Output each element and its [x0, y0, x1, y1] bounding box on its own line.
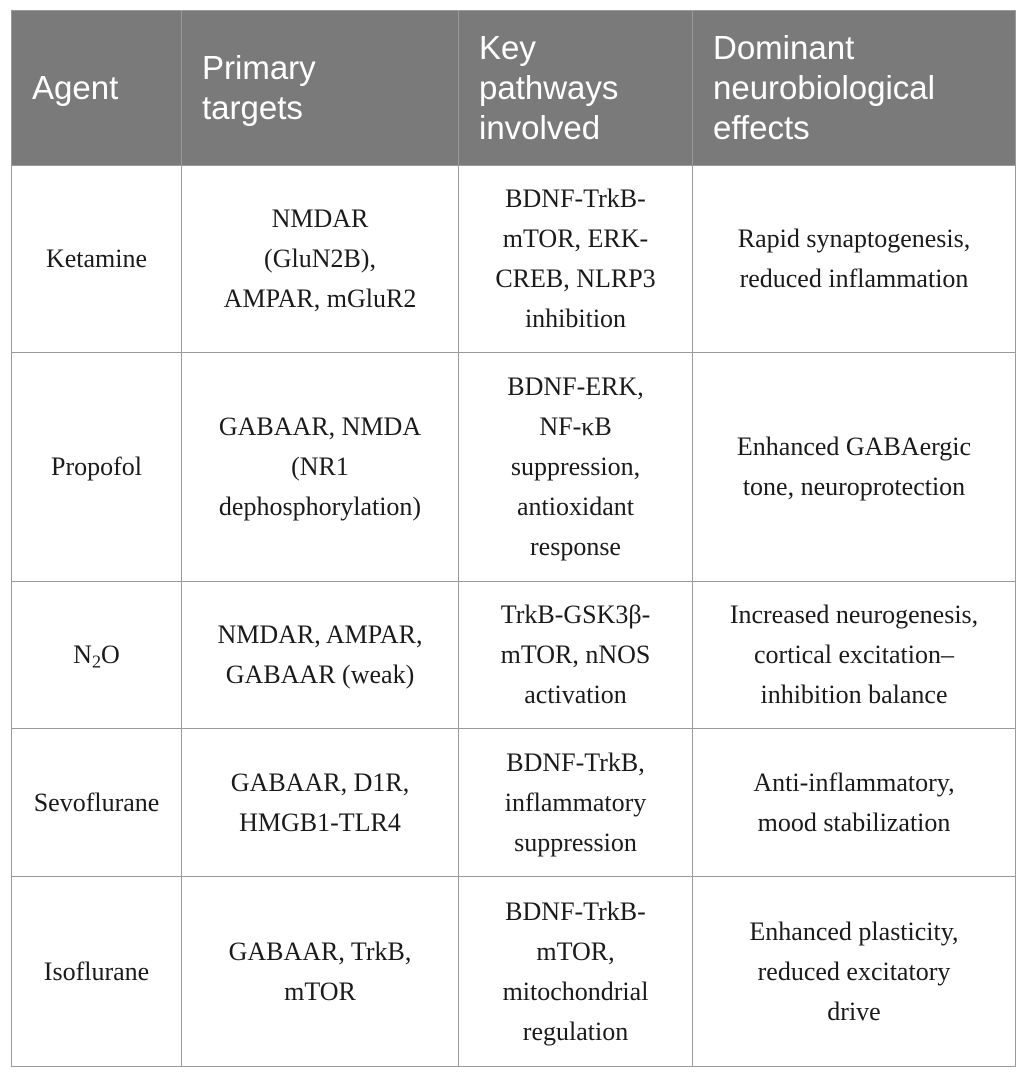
table-row	[12, 582, 1016, 729]
header-primary-targets: Primary targets	[182, 11, 459, 166]
table-row	[12, 729, 1016, 877]
cell-pathways: BDNF-TrkB, inflammatory suppression	[459, 729, 693, 877]
header-key-pathways: Key pathways involved	[459, 11, 693, 166]
cell-effects: Enhanced GABAergic tone, neuroprotection	[693, 353, 1016, 582]
cell-targets: NMDAR (GluN2B), AMPAR, mGluR2	[182, 166, 459, 353]
cell-targets: NMDAR, AMPAR, GABAAR (weak)	[182, 582, 459, 729]
cell-pathways: BDNF-TrkB- mTOR, mitochondrial regulation	[459, 877, 693, 1067]
cell-pathways: BDNF-ERK, NF-κB suppression, antioxidant response	[459, 353, 693, 582]
cell-agent	[12, 582, 182, 729]
cell-agent: Sevoflurane	[12, 729, 182, 877]
header-row	[12, 11, 1016, 166]
cell-targets: GABAAR, TrkB, mTOR	[182, 877, 459, 1067]
agent-n2o: $N_2O$	[73, 640, 120, 672]
table-row	[12, 353, 1016, 582]
cell-pathways: TrkB-GSK3β- mTOR, nNOS activation	[459, 582, 693, 729]
cell-effects: Rapid synaptogenesis, reduced inflammation	[693, 166, 1016, 353]
pharmacology-table	[11, 10, 1016, 1067]
cell-pathways: BDNF-TrkB- mTOR, ERK- CREB, NLRP3 inhibition	[459, 166, 693, 353]
cell-agent: Ketamine	[12, 166, 182, 353]
cell-effects: Increased neurogenesis, cortical excitation– inhibition balance	[693, 582, 1016, 729]
cell-agent: Propofol	[12, 353, 182, 582]
table-row	[12, 877, 1016, 1067]
cell-targets: GABAAR, NMDA (NR1 dephosphorylation)	[182, 353, 459, 582]
cell-targets: GABAAR, D1R, HMGB1-TLR4	[182, 729, 459, 877]
header-dominant-effects: Dominant neurobiological effects	[693, 11, 1016, 166]
header-agent: Agent	[12, 11, 182, 166]
table-row	[12, 166, 1016, 353]
cell-agent: Isoflurane	[12, 877, 182, 1067]
cell-effects: Anti-inflammatory, mood stabilization	[693, 729, 1016, 877]
cell-effects: Enhanced plasticity, reduced excitatory drive	[693, 877, 1016, 1067]
